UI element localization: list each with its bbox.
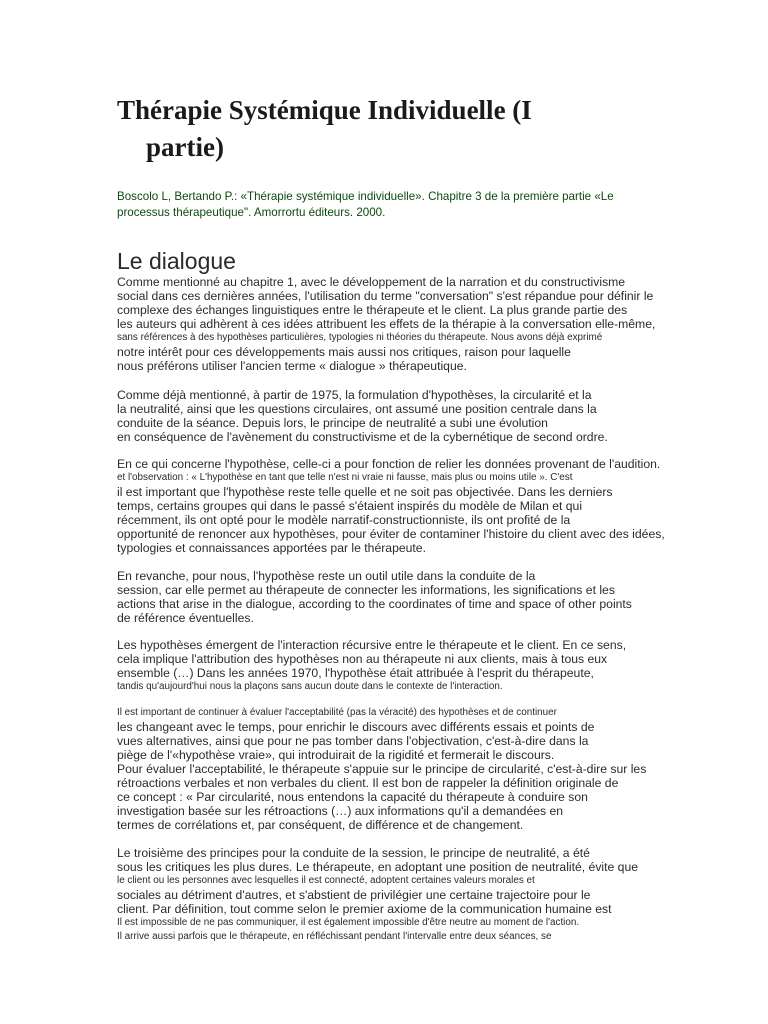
text-line: les changeant avec le temps, pour enrichir le discours avec différents essais et points de bbox=[117, 720, 595, 734]
text-line: opportunité de renoncer aux hypothèses, pour éviter de contaminer l'histoire du client avec des idées, bbox=[117, 527, 665, 541]
text-line: En revanche, pour nous, l'hypothèse reste un outil utile dans la conduite de la bbox=[117, 569, 536, 583]
text-line: cela implique l'attribution des hypothèses non au thérapeute ni aux clients, mais à tous eux bbox=[117, 652, 608, 666]
text-line: Il est impossible de ne pas communiquer, il est également impossible d'être neutre au moment de l'action. bbox=[117, 917, 580, 928]
text-line: actions that arise in the dialogue, according to the coordinates of time and space of other points bbox=[117, 597, 632, 611]
text-line: le client ou les personnes avec lesquelles il est connecté, adoptent certaines valeurs morales et bbox=[117, 875, 535, 886]
citation-line-1: Boscolo L, Bertando P.: «Thérapie systémique individuelle». Chapitre 3 de la première partie «Le bbox=[117, 190, 614, 203]
paragraph bbox=[117, 706, 717, 832]
text-line: sous les critiques les plus dures. Le thérapeute, en adoptant une position de neutralité, évite que bbox=[117, 860, 639, 874]
citation bbox=[117, 189, 657, 220]
text-line: client. Par définition, tout comme selon le premier axiome de la communication humaine est bbox=[117, 902, 612, 916]
text-line: conduite de la séance. Depuis lors, le principe de neutralité a subi une évolution bbox=[117, 416, 548, 430]
text-line: vues alternatives, ainsi que pour ne pas tomber dans l'objectivation, c'est-à-dire dans la bbox=[117, 734, 589, 748]
text-line: nous préférons utiliser l'ancien terme « dialogue » thérapeutique. bbox=[117, 359, 467, 373]
text-line: Comme déjà mentionné, à partir de 1975, la formulation d'hypothèses, la circularité et la bbox=[117, 388, 592, 402]
text-line: en conséquence de l'avènement du constructivisme et de la cybernétique de second ordre. bbox=[117, 430, 608, 444]
text-line: ce concept : « Par circularité, nous entendons la capacité du thérapeute à conduire son bbox=[117, 790, 588, 804]
text-line: il est important que l'hypothèse reste telle quelle et ne soit pas objectivée. Dans les derniers bbox=[117, 485, 613, 499]
text-line: piège de l'«hypothèse vraie», qui introduirait de la rigidité et fermerait le discours. bbox=[117, 748, 555, 762]
text-line: session, car elle permet au thérapeute de connecter les informations, les significations et les bbox=[117, 583, 615, 597]
text-line: social dans ces dernières années, l'utilisation du terme "conversation" s'est répandue pour définir le bbox=[117, 289, 654, 303]
paragraph bbox=[117, 569, 717, 625]
text-line: ensemble (…) Dans les années 1970, l'hypothèse était attribuée à l'esprit du thérapeute, bbox=[117, 666, 594, 680]
text-line: investigation basée sur les rétroactions (…) aux informations qu'il a demandées en bbox=[117, 804, 564, 818]
text-line: sociales au détriment d'autres, et s'abstient de privilégier une certaine trajectoire pour le bbox=[117, 888, 591, 902]
section-heading: Le dialogue bbox=[117, 248, 236, 274]
text-line: Le troisième des principes pour la conduite de la session, le principe de neutralité, a été bbox=[117, 846, 590, 860]
text-line: la neutralité, ainsi que les questions circulaires, ont assumé une position centrale dans la bbox=[117, 402, 597, 416]
text-line: Il arrive aussi parfois que le thérapeute, en réfléchissant pendant l'intervalle entre deux séances, se bbox=[117, 931, 552, 942]
text-line: sans références à des hypothèses particulières, typologies ni théories du thérapeute. Nous avons déjà exprimé bbox=[117, 332, 603, 343]
text-line: et l'observation : « L'hypothèse en tant que telle n'est ni vraie ni fausse, mais plus ou moins utile ». C'est bbox=[117, 472, 573, 483]
text-line: rétroactions verbales et non verbales du client. Il est bon de rappeler la définition originale de bbox=[117, 776, 619, 790]
paragraph bbox=[117, 275, 717, 373]
text-line: Il est important de continuer à évaluer l'acceptabilité (pas la véracité) des hypothèses et de continuer bbox=[117, 707, 557, 718]
text-line: les auteurs qui adhèrent à ces idées attribuent les effets de la thérapie à la conversation elle-même, bbox=[117, 317, 656, 331]
text-line: récemment, ils ont opté pour le modèle narratif-constructionniste, ils ont profité de la bbox=[117, 513, 571, 527]
document-title bbox=[117, 92, 637, 166]
text-line: tandis qu'aujourd'hui nous la plaçons sans aucun doute dans le contexte de l'interaction. bbox=[117, 681, 503, 692]
text-line: de référence éventuelles. bbox=[117, 611, 254, 625]
text-line: temps, certains groupes qui dans le passé s'étaient inspirés du modèle de Milan et qui bbox=[117, 499, 583, 513]
citation-line-2: processus thérapeutique". Amorrortu éditeurs. 2000. bbox=[117, 205, 386, 219]
text-line: typologies et connaissances apportées par le thérapeute. bbox=[117, 541, 426, 555]
text-line: Pour évaluer l'acceptabilité, le thérapeute s'appuie sur le principe de circularité, c'est-à-dire sur les bbox=[117, 762, 647, 776]
paragraph bbox=[117, 638, 717, 694]
title-line-2: partie) bbox=[146, 132, 224, 162]
paragraph bbox=[117, 846, 717, 944]
text-line: notre intérêt pour ces développements mais aussi nos critiques, raison pour laquelle bbox=[117, 345, 571, 359]
text-line: En ce qui concerne l'hypothèse, celle-ci a pour fonction de relier les données provenant de l'audition. bbox=[117, 457, 661, 471]
paragraph bbox=[117, 457, 717, 555]
text-line: Comme mentionné au chapitre 1, avec le développement de la narration et du constructivisme bbox=[117, 275, 626, 289]
paragraph bbox=[117, 388, 717, 444]
title-line-1: Thérapie Systémique Individuelle (I bbox=[117, 95, 532, 125]
text-line: termes de corrélations et, par conséquent, de différence et de changement. bbox=[117, 818, 524, 832]
text-line: Les hypothèses émergent de l'interaction récursive entre le thérapeute et le client. En ce sens, bbox=[117, 638, 627, 652]
text-line: complexe des échanges linguistiques entre le thérapeute et le client. La plus grande partie des bbox=[117, 303, 628, 317]
